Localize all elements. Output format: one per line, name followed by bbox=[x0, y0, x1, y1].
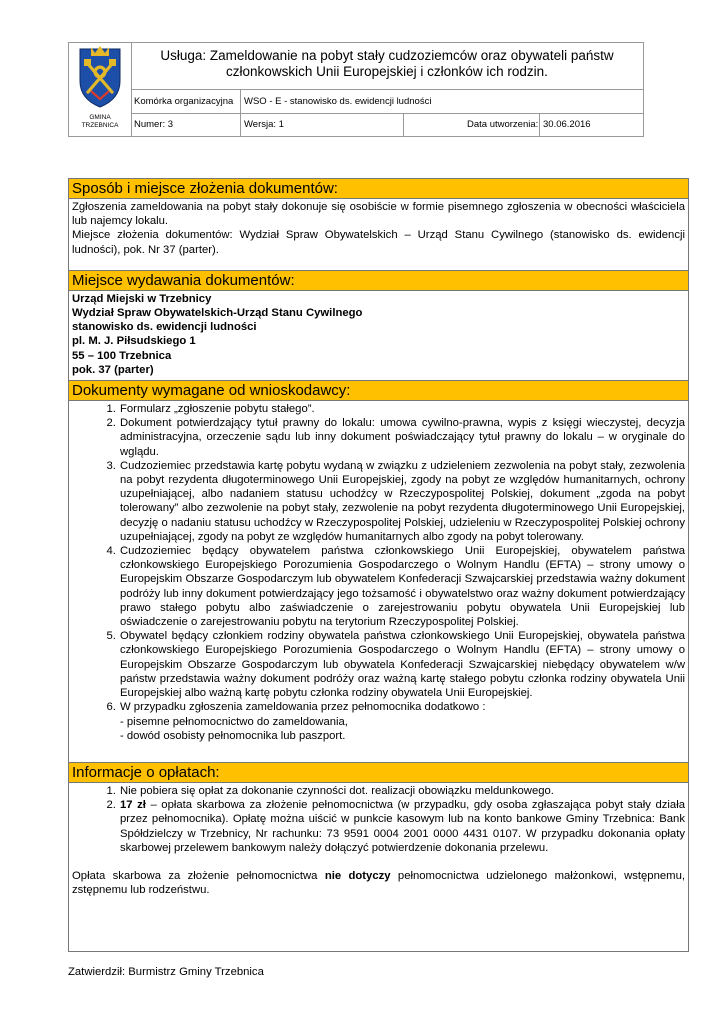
fee-amount: 17 zł bbox=[120, 799, 146, 812]
paragraph: Miejsce złożenia dokumentów: Wydział Spraw Obywatelskich – Urząd Stanu Cywilnego (stanowisko ds. ewidencji ludności), pok. Nr 37 (parter). bbox=[72, 229, 685, 256]
org-value: WSO - E - stanowisko ds. ewidencji ludności bbox=[240, 90, 643, 113]
logo-text-line1: GMINA bbox=[89, 114, 111, 121]
section-body-required-documents bbox=[69, 401, 688, 762]
coat-of-arms-icon bbox=[69, 43, 131, 136]
list-item: 4. Cudzoziemiec będący obywatelem państwa członkowskiego Unii Europejskiej, obywatelem państwa członkowskiego Europejskiego Porozumienia Gospodarczego o Wolnym Handlu (EFTA) – strony umowy o Europejskim Obszarze Gospodarczym lub obywatelem Konfederacji Szwajcarskiej przedstawia ważny dokument podróży lub inny dokument potwierdzający jego tożsamość i obywatelstwo oraz ważny dokument potwierdzający prawo stałego pobytu albo zaświadczenie o zarejestrowaniu pobytu obywatela Unii Europejskiej lub oświadczenie o zarejestrowaniu pobytu na terytorium Rzeczypospolitej Polskiej. bbox=[119, 544, 685, 629]
list-item: 3. Cudzoziemiec przedstawia kartę pobytu wydaną w związku z udzieleniem zezwolenia na pobyt stały, zezwolenia na pobyt rezydenta długoterminowego Unii Europejskiej, zgody na pobyt ze względów humanitarnych, ochrony uzupełniającej, albo nadaniem statusu uchodźcy w Rzeczypospolitej Polskiej, dokument „zgoda na pobyt tolerowany” albo zezwolenie na pobyt stały, zezwolenie na pobyt rezydenta długoterminowego Unii Europejskiej, decyzję o nadaniu statusu uchodźcy w Rzeczypospolitej Polskiej, udzieleniu w Rzeczypospolitej Polskiej ochrony uzupełniającej, zgody na pobyt ze względów humanitarnych albo zgody na pobyt tolerowany. bbox=[119, 459, 685, 544]
document-title: Usługa: Zameldowanie na pobyt stały cudzoziemców oraz obywateli państw członkowskich Unii Europejskiej i członków ich rodzin. bbox=[131, 43, 643, 90]
sub-item: - pisemne pełnomocnictwo do zameldowania, bbox=[120, 715, 348, 728]
address-line: Urząd Miejski w Trzebnicy bbox=[72, 292, 212, 305]
address-line: Wydział Spraw Obywatelskich-Urząd Stanu Cywilnego bbox=[72, 307, 363, 320]
list-item: 5. Obywatel będący członkiem rodziny obywatela państwa członkowskiego Unii Europejskiej, obywatela państwa członkowskiego Europejskiego Porozumienia Gospodarczego o Wolnym Handlu (EFTA) – strony umowy o Europejskim Obszarze Gospodarczym lub obywatela Konfederacji Szwajcarskiej niebędący obywatelem w/w państw przedstawia ważny dokument podróży oraz ważną kartę stałego pobytu członka rodziny obywatela Unii Europejskiej albo ważną kartę pobytu członka rodziny obywatela Unii Europejskiej. bbox=[119, 629, 685, 700]
section-body-submission bbox=[69, 199, 688, 270]
logo-text-line2: TRZEBNICA bbox=[81, 122, 119, 129]
fee-note-text: Opłata skarbowa za złożenie pełnomocnictwa bbox=[72, 869, 325, 882]
address-line: pok. 37 (parter) bbox=[72, 363, 154, 376]
fee-note bbox=[72, 869, 685, 897]
sub-item: - dowód osobisty pełnomocnika lub paszport. bbox=[120, 729, 346, 742]
date-value: 30.06.2016 bbox=[539, 113, 643, 136]
approval-footer: Zatwierdził: Burmistrz Gminy Trzebnica bbox=[68, 966, 264, 978]
address-line: 55 – 100 Trzebnica bbox=[72, 349, 172, 362]
document-number: Numer: 3 bbox=[134, 119, 174, 130]
section-heading-submission: Sposób i miejsce złożenia dokumentów: bbox=[69, 179, 688, 199]
list-item: 2. Dokument potwierdzający tytuł prawny do lokalu: umowa cywilno-prawna, wypis z księgi wieczystej, decyzja administracyjna, orzeczenie sądu lub inny dokument poświadczający tytuł prawny do lokalu – w oryginale do wglądu. bbox=[119, 416, 685, 459]
address-line: pl. M. J. Piłsudskiego 1 bbox=[72, 335, 196, 348]
fees-list bbox=[72, 784, 685, 855]
document-body bbox=[68, 178, 689, 952]
fee-description: – opłata skarbowa za złożenie pełnomocnictwa (w przypadku, gdy osoba zgłaszająca pobyt stały działa przez pełnomocnika). Opłatę można uiścić w punkcie kasowym lub na konto bankowe Gminy Trzebnica: Bank Spółdzielczy w Trzebnicy, Nr rachunku: 73 9591 0004 2001 0000 4431 0107. W przypadku dokonania opłaty skarbowej przelewem bankowym należy dołączyć potwierdzenie dokonania przelewu. bbox=[120, 799, 685, 854]
org-row bbox=[131, 90, 643, 114]
section-heading-fees: Informacje o opłatach: bbox=[69, 762, 688, 783]
section-body-fees bbox=[69, 783, 688, 900]
document-header bbox=[68, 42, 644, 137]
section-body-issuance bbox=[69, 291, 688, 380]
fee-note-text: pełnomocnictwa udzielonego małżonkowi, wstępnemu, zstępnemu lub rodzeństwu. bbox=[72, 869, 685, 897]
list-item: 1. Nie pobiera się opłat za dokonanie czynności dot. realizacji obowiązku meldunkowego. bbox=[119, 784, 685, 798]
org-label: Komórka organizacyjna bbox=[134, 96, 234, 107]
list-item bbox=[119, 700, 685, 743]
list-item: 1. Formularz „zgłoszenie pobytu stałego”. bbox=[119, 402, 685, 416]
fee-note-emphasis: nie dotyczy bbox=[324, 869, 391, 882]
address-line: stanowisko ds. ewidencji ludności bbox=[72, 321, 257, 334]
section-heading-issuance: Miejsce wydawania dokumentów: bbox=[69, 270, 688, 291]
list-item-text: W przypadku zgłoszenia zameldowania przez pełnomocnika dodatkowo : bbox=[120, 701, 486, 714]
required-documents-list bbox=[72, 402, 685, 743]
paragraph: Zgłoszenia zameldowania na pobyt stały dokonuje się osobiście w formie pisemnego zgłoszenia w obecności właściciela lub najemcy lokalu. bbox=[72, 201, 685, 228]
logo bbox=[69, 43, 132, 136]
meta-row bbox=[131, 113, 643, 136]
section-heading-required-documents: Dokumenty wymagane od wnioskodawcy: bbox=[69, 380, 688, 401]
document-version: Wersja: 1 bbox=[240, 113, 403, 136]
list-item bbox=[119, 798, 685, 855]
date-label: Data utworzenia: bbox=[403, 113, 539, 136]
